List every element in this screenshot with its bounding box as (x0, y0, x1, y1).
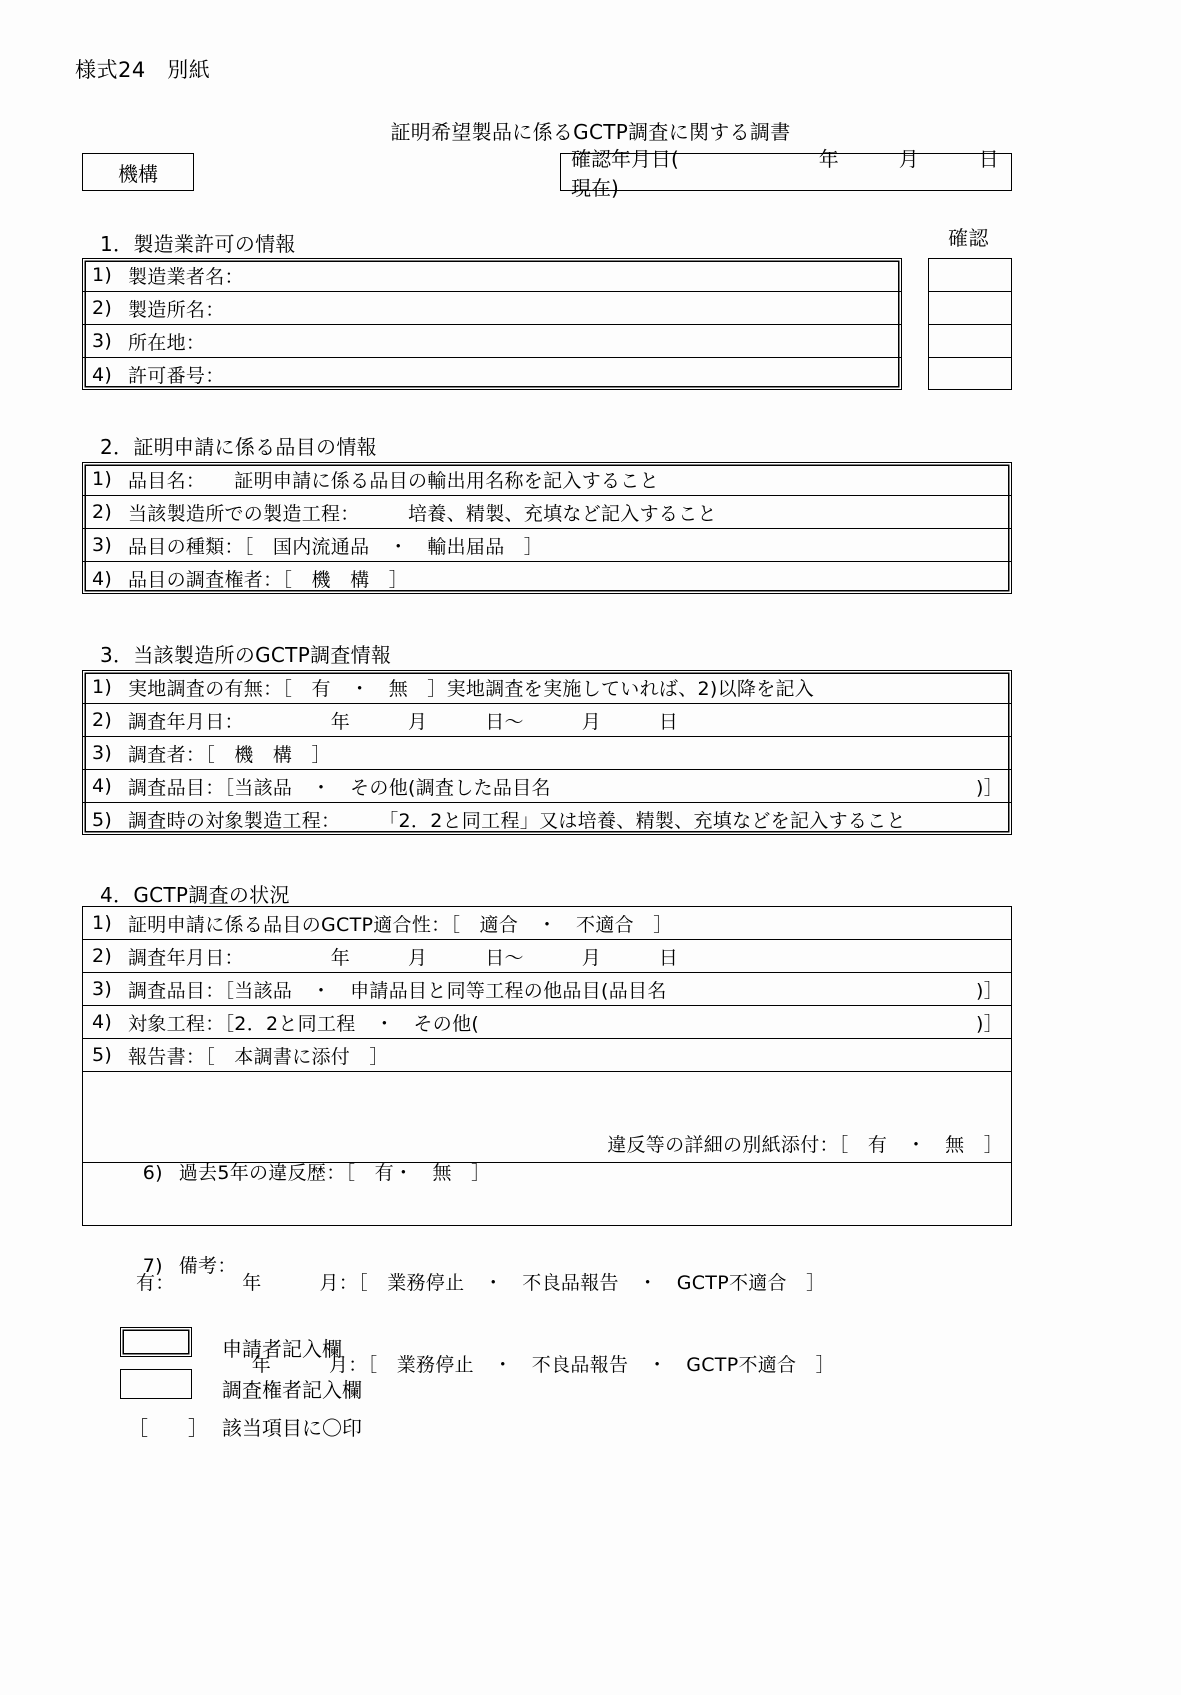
table-row[interactable] (83, 562, 1011, 595)
organization-box-label: 機構 (118, 161, 158, 186)
row-number: 2) (92, 501, 113, 523)
row-tail: )］ (975, 979, 1003, 1002)
row-number: 4) (92, 567, 113, 590)
violation-detail-attachment: 違反等の詳細の別紙添付：［ 有 ・ 無 ］ (607, 1134, 1003, 1157)
legend-label-inspector: 調査権者記入欄 (222, 1378, 362, 1402)
confirmation-date-box[interactable] (560, 147, 1012, 200)
row-text: 品目名： 証明申請に係る品目の輸出用名称を記入すること (128, 469, 659, 492)
table-row[interactable] (83, 259, 901, 292)
row-number: 2) (92, 945, 113, 967)
row-text: 製造所名： (128, 298, 225, 321)
confirm-cell[interactable] (929, 358, 1011, 391)
table-row[interactable] (83, 358, 901, 391)
section-2-heading: 2．証明申請に係る品目の情報 (100, 435, 377, 459)
table-row[interactable] (83, 671, 1011, 704)
section-2-table (82, 462, 1012, 594)
row-number: 1) (92, 912, 113, 934)
table-row[interactable] (83, 973, 1011, 1006)
row-tail: )］ (975, 1012, 1003, 1035)
row-number: 5) (92, 1044, 113, 1066)
table-row[interactable] (83, 325, 901, 358)
table-row[interactable] (83, 496, 1011, 529)
row-text: 調査品目：［当該品 ・ 申請品目と同等工程の他品目(品目名 (128, 979, 667, 1002)
row-number: 3) (92, 978, 113, 1000)
row-number: 6) (142, 1161, 163, 1184)
row-text: 備考： (178, 1254, 237, 1277)
row-text: 品目の調査権者：［ 機 構 ］ (128, 569, 409, 591)
legend-label-applicant: 申請者記入欄 (222, 1337, 342, 1361)
table-row[interactable] (83, 770, 1011, 803)
row-number: 3) (92, 330, 113, 352)
table-row[interactable] (83, 940, 1011, 973)
row-number: 2) (92, 709, 113, 731)
row-text: 調査年月日： 年 月 日〜 月 日 (128, 946, 679, 969)
row-text: 過去5年の違反歴：［ 有・ 無 ］ (178, 1161, 491, 1184)
row-text: 調査年月日： 年 月 日〜 月 日 (128, 710, 679, 733)
table-row[interactable] (83, 463, 1011, 496)
section-1-heading: 1．製造業許可の情報 (100, 232, 296, 256)
row-number: 7) (142, 1254, 163, 1277)
row-text: 実地調査の有無：［ 有 ・ 無 ］実地調査を実施していれば、2)以降を記入 (128, 677, 815, 700)
row-number: 4) (92, 363, 113, 386)
row-number: 3) (92, 534, 113, 556)
table-row[interactable] (83, 907, 1011, 940)
row-text: 対象工程：［2．2と同工程 ・ その他( (128, 1012, 480, 1035)
section-4-heading: 4．GCTP調査の状況 (100, 883, 290, 907)
legend-bracket-symbol: ［ ］ (128, 1416, 208, 1440)
table-row[interactable] (83, 1039, 1011, 1072)
section-3-table (82, 670, 1012, 835)
row-text: 証明申請に係る品目のGCTP適合性：［ 適合 ・ 不適合 ］ (128, 913, 673, 936)
section-3-heading: 3．当該製造所のGCTP調査情報 (100, 643, 392, 667)
row-number: 2) (92, 297, 113, 319)
table-row[interactable] (83, 704, 1011, 737)
confirmation-date-label: 確認年月日( 年 月 日現在) (571, 147, 999, 200)
table-row[interactable] (83, 737, 1011, 770)
row-number: 1) (92, 264, 113, 286)
row-number: 4) (92, 1011, 113, 1033)
confirm-column-label: 確認 (948, 226, 989, 250)
row-text: 報告書：［ 本調書に添付 ］ (128, 1045, 389, 1068)
row-number: 1) (92, 468, 113, 490)
row-text: 調査品目：［当該品 ・ その他(調査した品目名 (128, 776, 551, 799)
row-number: 3) (92, 742, 113, 764)
organization-box (82, 153, 194, 191)
row-tail: )］ (975, 776, 1003, 799)
row-text: 当該製造所での製造工程： 培養、精製、充填など記入すること (128, 502, 717, 525)
table-row[interactable] (83, 529, 1011, 562)
row-text: 許可番号： (128, 365, 225, 387)
row-text: 品目の種類：［ 国内流通品 ・ 輸出届品 ］ (128, 535, 544, 558)
form-code: 様式24 別紙 (75, 58, 211, 82)
row-text: 調査時の対象製造工程： 「2．2と同工程」又は培養、精製、充填などを記入すること (128, 810, 906, 832)
table-row[interactable] (83, 803, 1011, 836)
row-text: 製造業者名： (128, 265, 244, 288)
row-text: 調査者：［ 機 構 ］ (128, 743, 331, 766)
confirm-column-box (928, 258, 1012, 390)
document-title: 証明希望製品に係るGCTP調査に関する調書 (390, 120, 791, 144)
row-text: 所在地： (128, 331, 206, 354)
section-1-table (82, 258, 902, 390)
violation-line-1: 有： 年 月：［ 業務停止 ・ 不良品報告 ・ GCTP不適合 ］ (136, 1271, 826, 1294)
table-row[interactable] (83, 292, 901, 325)
confirm-cell[interactable] (929, 259, 1011, 292)
row-number: 1) (92, 676, 113, 698)
legend-box-inspector (120, 1369, 192, 1399)
confirm-cell[interactable] (929, 325, 1011, 358)
legend-box-applicant (120, 1327, 192, 1357)
confirm-cell[interactable] (929, 292, 1011, 325)
row-number: 4) (92, 775, 113, 797)
legend-label-circle-mark: 該当項目に〇印 (222, 1416, 362, 1440)
violation-line-2: 年 月：［ 業務停止 ・ 不良品報告 ・ GCTP不適合 ］ (136, 1354, 835, 1377)
table-row[interactable] (83, 1006, 1011, 1039)
row-number: 5) (92, 808, 113, 831)
